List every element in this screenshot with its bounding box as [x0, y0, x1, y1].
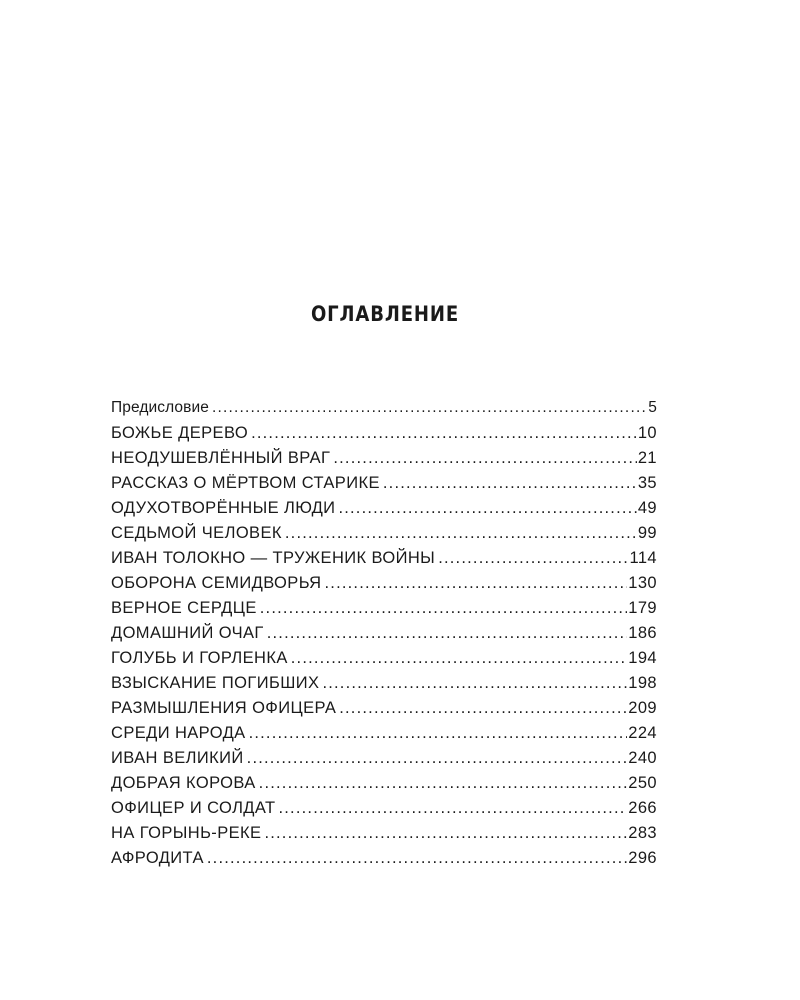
toc-entry-title: ГОЛУБЬ И ГОРЛЕНКА — [111, 649, 288, 667]
toc-entry-page: 35 — [637, 474, 657, 492]
toc-entry-title: СЕДЬМОЙ ЧЕЛОВЕК — [111, 524, 282, 542]
toc-entry-page: 130 — [628, 574, 657, 592]
toc-entry-page: 114 — [629, 549, 657, 567]
dot-leader — [383, 474, 637, 493]
toc-entry-title: БОЖЬЕ ДЕРЕВО — [111, 424, 249, 442]
toc-entry[interactable] — [111, 424, 657, 449]
toc-entry-page: 179 — [628, 599, 657, 617]
toc-entry-title: РАЗМЫШЛЕНИЯ ОФИЦЕРА — [111, 699, 337, 717]
dot-leader — [247, 749, 628, 768]
toc-entry[interactable] — [111, 474, 657, 499]
toc-entry-title: ДОБРАЯ КОРОВА — [111, 774, 256, 792]
toc-entry-title: РАССКАЗ О МЁРТВОМ СТАРИКЕ — [111, 474, 380, 492]
dot-leader — [338, 499, 636, 518]
toc-entry-title: ИВАН ТОЛОКНО — ТРУЖЕНИК ВОЙНЫ — [111, 549, 436, 567]
toc-entry[interactable] — [111, 674, 657, 699]
toc-entry[interactable] — [111, 699, 657, 724]
toc-entry-title: ВЕРНОЕ СЕРДЦЕ — [111, 599, 257, 617]
dot-leader — [212, 399, 647, 417]
toc-entry-page: 240 — [628, 749, 657, 767]
toc-entry-title: Предисловие — [111, 399, 209, 416]
dot-leader — [325, 574, 628, 593]
toc-entry-page: 10 — [637, 424, 657, 442]
toc-entry-title: ОБОРОНА СЕМИДВОРЬЯ — [111, 574, 322, 592]
toc-entry[interactable] — [111, 824, 657, 849]
toc-entry[interactable] — [111, 649, 657, 674]
toc-entry-page: 198 — [628, 674, 657, 692]
dot-leader — [259, 774, 628, 793]
toc-entry-page: 5 — [648, 399, 657, 416]
dot-leader — [251, 424, 637, 443]
toc-entry-title: ОДУХОТВОРЁННЫЕ ЛЮДИ — [111, 499, 336, 517]
toc-entry-title: ОФИЦЕР И СОЛДАТ — [111, 799, 276, 817]
toc-entry-page: 49 — [637, 499, 657, 517]
dot-leader — [339, 699, 627, 718]
toc-entry-page: 224 — [628, 724, 657, 742]
page-title: ОГЛАВЛЕНИЕ — [310, 302, 460, 326]
dot-leader — [207, 849, 627, 868]
toc-entry[interactable] — [111, 574, 657, 599]
toc-entry[interactable] — [111, 624, 657, 649]
table-of-contents — [111, 399, 657, 874]
dot-leader — [267, 624, 628, 643]
toc-entry-page: 283 — [628, 824, 657, 842]
toc-entry[interactable] — [111, 724, 657, 749]
dot-leader — [438, 549, 628, 568]
toc-entry-page: 21 — [637, 449, 657, 467]
toc-entry-title: НЕОДУШЕВЛЁННЫЙ ВРАГ — [111, 449, 331, 467]
toc-entry-page: 266 — [628, 799, 657, 817]
toc-entry-preface[interactable] — [111, 399, 657, 424]
toc-entry[interactable] — [111, 849, 657, 874]
toc-entry-title: НА ГОРЫНЬ-РЕКЕ — [111, 824, 262, 842]
toc-entry-title: АФРОДИТА — [111, 849, 204, 867]
dot-leader — [249, 724, 628, 743]
dot-leader — [322, 674, 627, 693]
dot-leader — [291, 649, 628, 668]
toc-entry[interactable] — [111, 749, 657, 774]
toc-entry-page: 296 — [628, 849, 657, 867]
toc-entry-title: ВЗЫСКАНИЕ ПОГИБШИХ — [111, 674, 320, 692]
toc-entry[interactable] — [111, 449, 657, 474]
toc-entry[interactable] — [111, 499, 657, 524]
toc-entry-page: 209 — [628, 699, 657, 717]
toc-entry-title: ДОМАШНИЙ ОЧАГ — [111, 624, 264, 642]
toc-entry[interactable] — [111, 549, 657, 574]
toc-entry[interactable] — [111, 524, 657, 549]
toc-entry-page: 99 — [637, 524, 657, 542]
toc-entry[interactable] — [111, 599, 657, 624]
dot-leader — [260, 599, 628, 618]
toc-entry-title: ИВАН ВЕЛИКИЙ — [111, 749, 244, 767]
toc-entry-title: СРЕДИ НАРОДА — [111, 724, 246, 742]
dot-leader — [333, 449, 636, 468]
dot-leader — [264, 824, 627, 843]
toc-entry[interactable] — [111, 774, 657, 799]
toc-entry-page: 250 — [628, 774, 657, 792]
dot-leader — [285, 524, 637, 543]
dot-leader — [278, 799, 627, 818]
toc-entry[interactable] — [111, 799, 657, 824]
toc-entry-page: 186 — [628, 624, 657, 642]
toc-entry-page: 194 — [628, 649, 657, 667]
